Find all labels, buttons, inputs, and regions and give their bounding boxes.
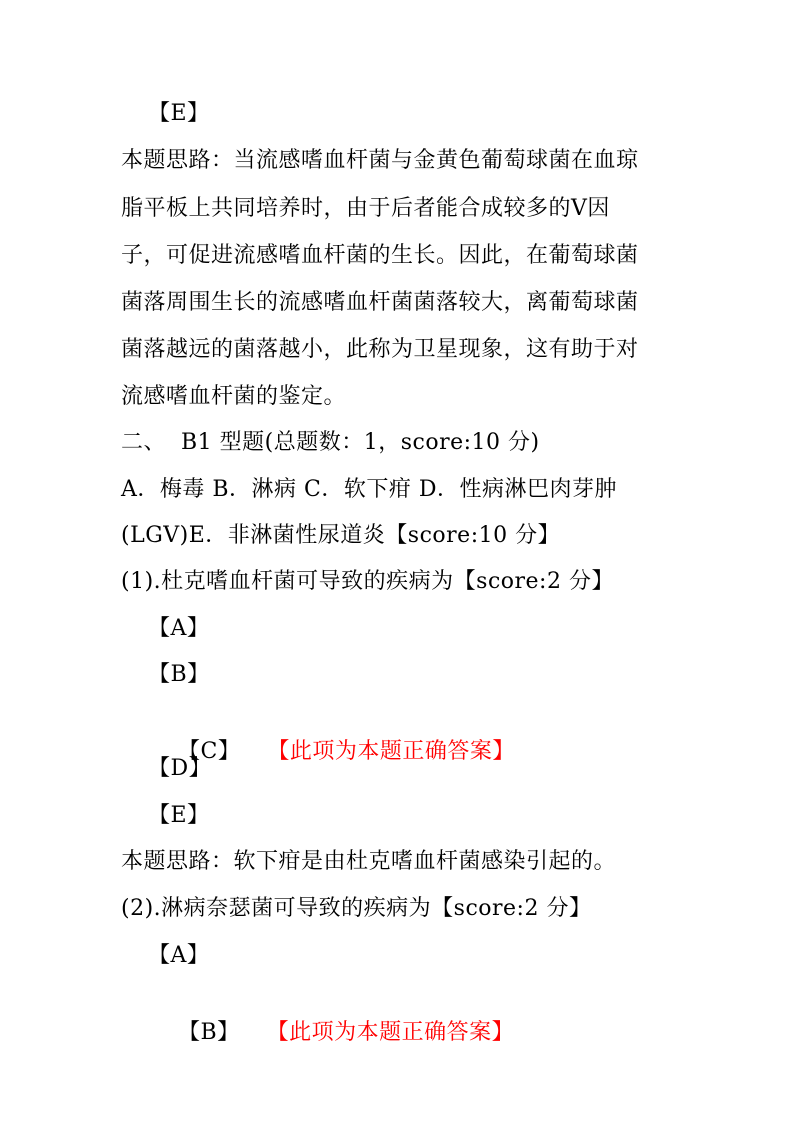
q1-option-c-label: 【C】 (177, 739, 241, 764)
explanation-line-4: 菌落周围生长的流感嗜血杆菌菌落较大，离葡萄球菌 (121, 290, 639, 315)
explanation-line-3: 子，可促进流感嗜血杆菌的生长。因此，在葡萄球菌 (121, 243, 639, 268)
q1-option-d: 【D】 (148, 756, 212, 781)
question-1: (1).杜克嗜血杆菌可导致的疾病为【score:2 分】 (121, 569, 614, 594)
explanation-line-5: 菌落越远的菌落越小，此称为卫星现象，这有助于对 (121, 337, 639, 362)
explanation-line-6: 流感嗜血杆菌的鉴定。 (121, 384, 347, 409)
q2-option-b-label: 【B】 (177, 1020, 240, 1045)
q2-correct-answer-mark: 【此项为本题正确答案】 (277, 1020, 515, 1045)
question-2: (2).淋病奈瑟菌可导致的疾病为【score:2 分】 (121, 896, 592, 921)
q1-correct-answer-mark: 【此项为本题正确答案】 (278, 739, 515, 764)
q1-option-b: 【B】 (148, 662, 210, 687)
q1-option-a: 【A】 (148, 616, 210, 641)
q1-explanation: 本题思路：软下疳是由杜克嗜血杆菌感染引起的。 (121, 849, 617, 874)
section-heading: 二、 B1 型题(总题数：1，score:10 分) (121, 430, 540, 455)
option-list-line-2: (LGV)E．非淋菌性尿道炎【score:10 分】 (121, 523, 561, 548)
explanation-line-2: 脂平板上共同培养时，由于后者能合成较多的Ⅴ因 (121, 196, 610, 221)
option-list-line-1: A．梅毒 B．淋病 C．软下疳 D．性病淋巴肉芽肿 (121, 477, 618, 502)
q1-option-e: 【E】 (148, 803, 210, 828)
prev-option-e: 【E】 (148, 101, 210, 126)
q2-option-a: 【A】 (148, 943, 210, 968)
explanation-line-1: 本题思路：当流感嗜血杆菌与金黄色葡萄球菌在血琼 (121, 148, 639, 173)
q2-option-b (148, 988, 514, 1078)
